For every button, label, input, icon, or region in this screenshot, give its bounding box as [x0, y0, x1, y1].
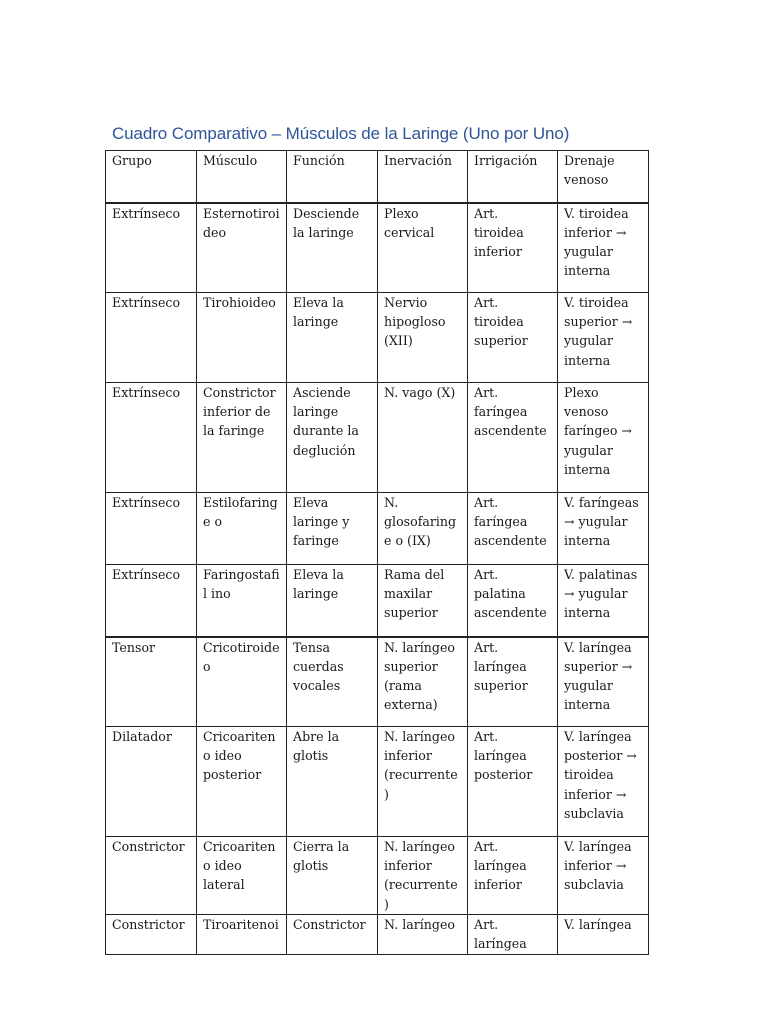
cell-musculo: Cricotiroide o: [197, 637, 287, 727]
cell-funcion: Cierra la glotis: [287, 837, 378, 915]
header-cell: Grupo: [106, 151, 197, 203]
cell-drenaje: V. laríngea superior → yugular interna: [558, 637, 649, 727]
muscles-comparison-table: [105, 150, 649, 955]
table-row: [106, 203, 649, 293]
table-row: [106, 727, 649, 837]
cell-funcion: Asciende laringe durante la deglución: [287, 383, 378, 493]
cell-irrigacion: Art. laríngea: [468, 914, 558, 954]
cell-musculo: Tiroaritenoi: [197, 914, 287, 954]
cell-funcion: Eleva laringe y faringe: [287, 493, 378, 565]
cell-musculo: Estilofaringe o: [197, 493, 287, 565]
cell-grupo: Constrictor: [106, 837, 197, 915]
cell-funcion: Tensa cuerdas vocales: [287, 637, 378, 727]
table-row: [106, 383, 649, 493]
cell-musculo: Cricoariteno ideo lateral: [197, 837, 287, 915]
cell-grupo: Extrínseco: [106, 383, 197, 493]
table-row: [106, 637, 649, 727]
cell-irrigacion: Art. faríngea ascendente: [468, 493, 558, 565]
cell-funcion: Desciende la laringe: [287, 203, 378, 293]
cell-musculo: Cricoariteno ideo posterior: [197, 727, 287, 837]
cell-inervacion: N. laríngeo: [378, 914, 468, 954]
cell-inervacion: N. laríngeo inferior (recurrente): [378, 727, 468, 837]
cell-inervacion: N. glosofaringe o (IX): [378, 493, 468, 565]
cell-grupo: Extrínseco: [106, 293, 197, 383]
cell-musculo: Tirohioideo: [197, 293, 287, 383]
cell-drenaje: V. laríngea: [558, 914, 649, 954]
cell-funcion: Abre la glotis: [287, 727, 378, 837]
cell-drenaje: V. palatinas → yugular interna: [558, 565, 649, 637]
cell-funcion: Constrictor: [287, 914, 378, 954]
table-row: [106, 293, 649, 383]
cell-irrigacion: Art. palatina ascendente: [468, 565, 558, 637]
table-row: [106, 565, 649, 637]
cell-musculo: Faringostafil ino: [197, 565, 287, 637]
cell-irrigacion: Art. laríngea posterior: [468, 727, 558, 837]
cell-musculo: Constrictor inferior de la faringe: [197, 383, 287, 493]
cell-grupo: Tensor: [106, 637, 197, 727]
cell-funcion: Eleva la laringe: [287, 293, 378, 383]
cell-drenaje: Plexo venoso faríngeo → yugular interna: [558, 383, 649, 493]
header-cell: Músculo: [197, 151, 287, 203]
cell-irrigacion: Art. tiroidea inferior: [468, 203, 558, 293]
cell-drenaje: V. tiroidea superior → yugular interna: [558, 293, 649, 383]
cell-inervacion: Rama del maxilar superior: [378, 565, 468, 637]
cell-musculo: Esternotiroi deo: [197, 203, 287, 293]
table-container: [105, 150, 649, 952]
cell-drenaje: V. faríngeas → yugular interna: [558, 493, 649, 565]
table-row: [106, 914, 649, 954]
document-title: Cuadro Comparativo – Músculos de la Laringe (Uno por Uno): [112, 124, 570, 143]
cell-grupo: Extrínseco: [106, 203, 197, 293]
cell-inervacion: N. vago (X): [378, 383, 468, 493]
cell-inervacion: N. laríngeo inferior (recurrente): [378, 837, 468, 915]
table-header-row: [106, 151, 649, 203]
cell-irrigacion: Art. faríngea ascendente: [468, 383, 558, 493]
cell-grupo: Extrínseco: [106, 565, 197, 637]
cell-drenaje: V. laríngea posterior → tiroidea inferior → subclavia: [558, 727, 649, 837]
cell-grupo: Extrínseco: [106, 493, 197, 565]
header-cell: Inervación: [378, 151, 468, 203]
cell-drenaje: V. laríngea inferior → subclavia: [558, 837, 649, 915]
cell-grupo: Dilatador: [106, 727, 197, 837]
header-cell: Irrigación: [468, 151, 558, 203]
header-cell: Drenaje venoso: [558, 151, 649, 203]
cell-drenaje: V. tiroidea inferior → yugular interna: [558, 203, 649, 293]
cell-irrigacion: Art. tiroidea superior: [468, 293, 558, 383]
cell-irrigacion: Art. laríngea inferior: [468, 837, 558, 915]
cell-inervacion: Plexo cervical: [378, 203, 468, 293]
table-row: [106, 837, 649, 915]
header-cell: Función: [287, 151, 378, 203]
cell-inervacion: Nervio hipogloso (XII): [378, 293, 468, 383]
table-row: [106, 493, 649, 565]
cell-inervacion: N. laríngeo superior (rama externa): [378, 637, 468, 727]
cell-irrigacion: Art. laríngea superior: [468, 637, 558, 727]
cell-grupo: Constrictor: [106, 914, 197, 954]
cell-funcion: Eleva la laringe: [287, 565, 378, 637]
